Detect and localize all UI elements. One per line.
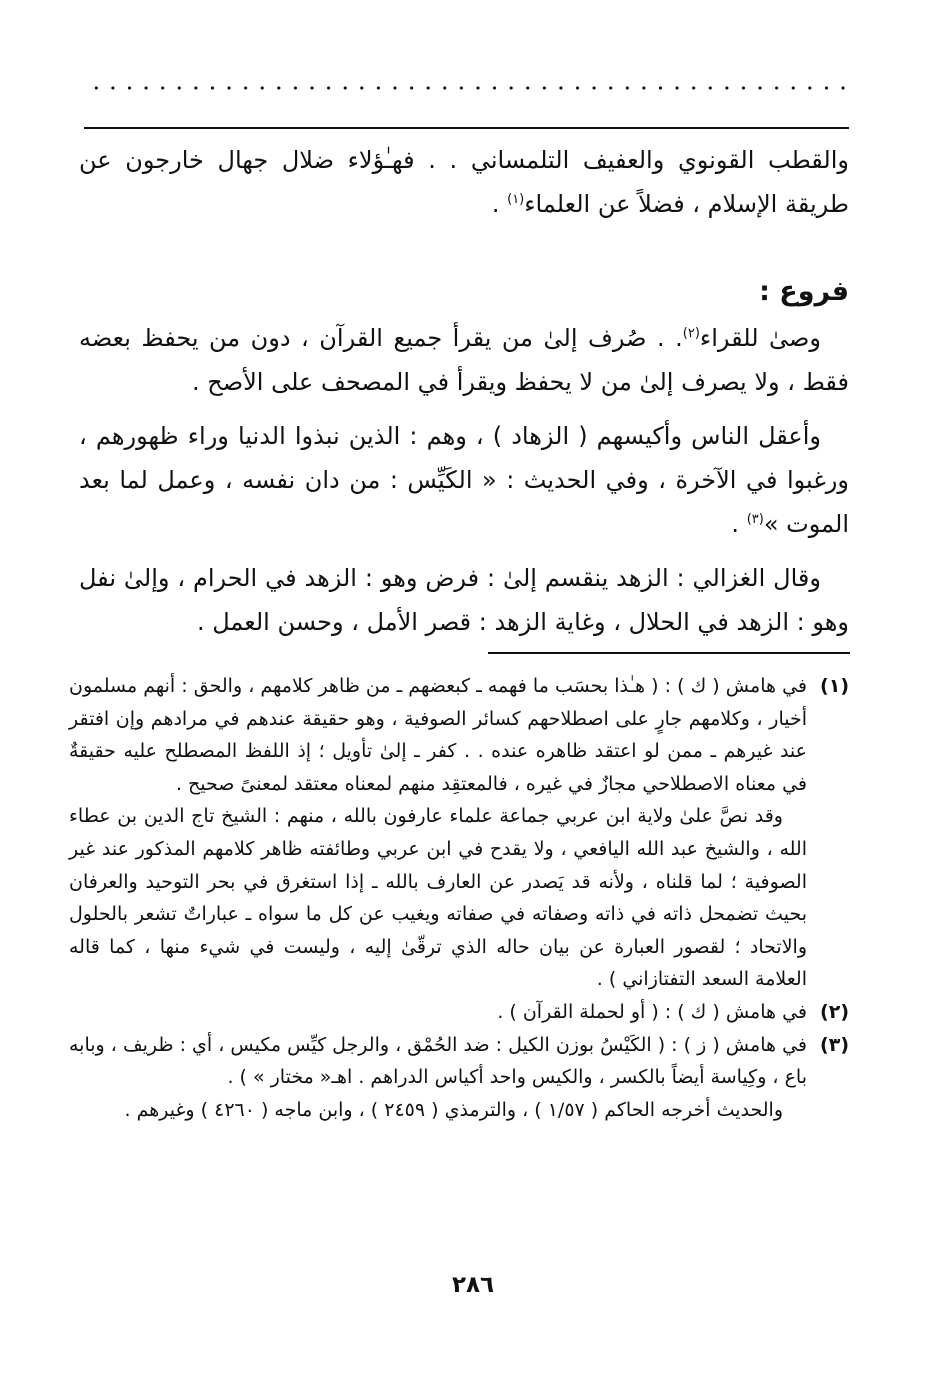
footnote-text: في هامش ( ز ) : ( الكَيْسُ بوزن الكيل : ضد الحُمْق ، والرجل كيِّس مكيس ، أي : ظريف ، وبابه باع ، وكِياسة أيضاً بالكسر ، والكيس واحد أكياس الدراهم . اهـ« مختار » ) . bbox=[69, 1033, 807, 1089]
header-dotted-line bbox=[88, 78, 848, 98]
footnote-text: والحديث أخرجه الحاكم ( ١/٥٧ ) ، والترمذي ( ٢٤٥٩ ) ، وابن ماجه ( ٤٢٦٠ ) وغيرهم . bbox=[124, 1098, 783, 1121]
footnote-body bbox=[69, 670, 807, 996]
page-number: ٢٨٦ bbox=[451, 1272, 495, 1298]
footnote-number: (٢) bbox=[820, 1000, 849, 1023]
main-text bbox=[79, 138, 849, 654]
footnote-text: في هامش ( ك ) : ( أو لحملة القرآن ) . bbox=[497, 1000, 807, 1023]
footnote-ref-2[interactable]: (٢) bbox=[682, 326, 700, 341]
footnote-text: وقد نصَّ علىٰ ولاية ابن عربي جماعة علماء عارفون بالله ، منهم : الشيخ تاج الدين بن عطاء الله ، والشيخ عبد الله اليافعي ، ولا يقدح في ابن عربي وطائفته ظاهر كلامهم المذكور عند غير الصوفية ؛ لما قلناه ، ولأنه قد يَصدر عن العارف بالله ـ إذا استغرق في بحر التوحيد والعرفان بحيث تضمحل ذاته في ذاته وصفاته في صفاته ويغيب عن كل ما سواه ـ عباراتٌ تشعر بالحلول والاتحاد ؛ لقصور العبارة عن بيان حاله الذي ترقّىٰ إليه ، وليست في شيء منها ، كما قاله العلامة السعد التفتازاني ) . bbox=[69, 805, 807, 991]
footnote-number: (٣) bbox=[820, 1033, 849, 1056]
paragraph-continuation: والقطب القونوي والعفيف التلمساني . . فهـٰؤلاء ضلال جهال خارجون عن طريقة الإسلام ، فضلاً عن العلماء$^{(١)}$ . bbox=[79, 146, 849, 218]
paragraph-bequest: وصىٰ للقراء$^{(٢)}$. . صُرف إلىٰ من يقرأ جميع القرآن ، دون من يحفظ بعضه فقط ، ولا يصرف إلىٰ من لا يحفظ ويقرأ في المصحف على الأصح . bbox=[79, 324, 849, 396]
footnote-ref-1[interactable]: (١) bbox=[507, 192, 525, 207]
footnote-rule bbox=[488, 652, 850, 654]
footnote-body bbox=[69, 1029, 807, 1127]
header-rule bbox=[84, 127, 849, 129]
footnote-text: في هامش ( ك ) : ( هـٰذا بحسَب ما فهمه ـ كبعضهم ـ من ظاهر كلامهم ، والحق : أنهم مسلمون أخيار ، وكلامهم جارٍ على اصطلاحهم كسائر الصوفية ، وهو حقيقة عندهم في مرادهم وإن افتقر عند غيرهم ـ ممن لو اعتقد ظاهره عنده . . كفر ـ إلىٰ تأويل ؛ إذ اللفظ المصطلح عليه حقيقةٌ في معناه الاصطلاحي مجازٌ في غيره ، فالمعتقِد منهم لمعناه معتقد لمعنىً صحيح . bbox=[69, 675, 807, 795]
footnote-2 bbox=[69, 996, 849, 1029]
section-heading: فروع : bbox=[759, 276, 849, 307]
footnote-ref-3[interactable]: (٣) bbox=[746, 512, 764, 527]
footnote-1 bbox=[69, 670, 849, 996]
paragraph-ascetics: وأعقل الناس وأكيسهم ( الزهاد ) ، وهم : الذين نبذوا الدنيا وراء ظهورهم ، ورغبوا في الآخرة ، وفي الحديث : « الكَيِّس : من دان نفسه ، وعمل لما بعد الموت »$^{(٣)}$ . bbox=[79, 422, 849, 538]
footnote-3 bbox=[69, 1029, 849, 1127]
footnote-body bbox=[69, 996, 807, 1029]
footnotes bbox=[69, 670, 849, 1126]
footnote-number: (١) bbox=[820, 675, 849, 697]
paragraph-ghazali: وقال الغزالي : الزهد ينقسم إلىٰ : فرض وهو : الزهد في الحرام ، وإلىٰ نفل وهو : الزهد في الحلال ، وغاية الزهد : قصر الأمل ، وحسن العمل . bbox=[79, 564, 849, 636]
